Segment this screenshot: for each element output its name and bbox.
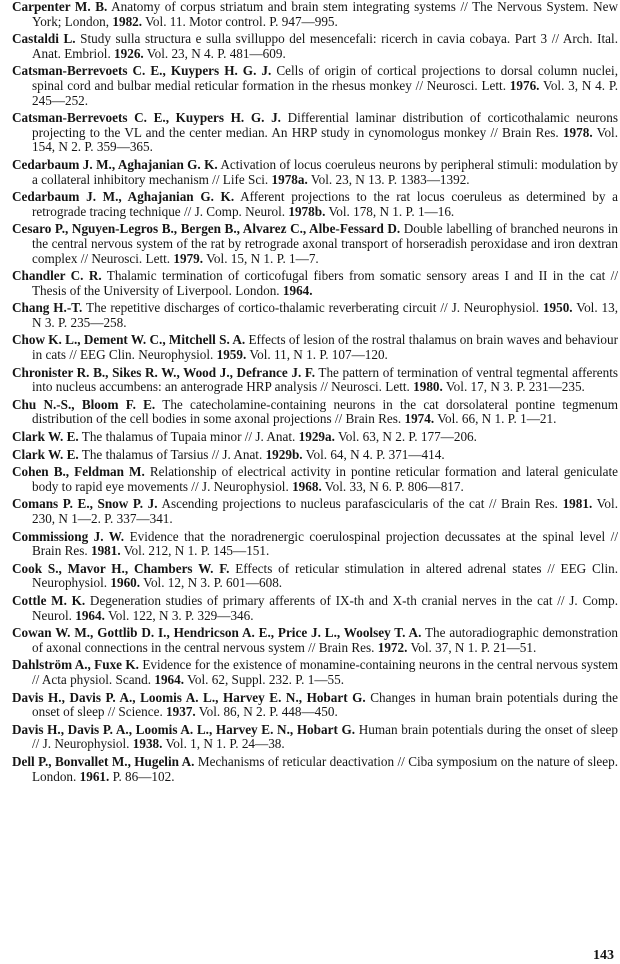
reference-entry bbox=[12, 626, 618, 655]
reference-text: Afferent projections to the rat locus coeruleus as determined by a retrograde tracing technique // J. Comp. Neurol. bbox=[32, 189, 618, 219]
reference-authors: Cedarbaum J. M., Aghajanian G. K. bbox=[12, 156, 218, 172]
reference-authors: Chandler C. R. bbox=[12, 268, 102, 284]
reference-text: Mechanisms of reticular deactivation // Ciba symposium on the nature of sleep. London. bbox=[32, 753, 618, 784]
reference-year: 1961. bbox=[79, 768, 110, 784]
reference-text: Cells of origin of cortical projections to dorsal column nuclei, spinal cord and bulbar medial reticular formation in the rhesus monkey // Neurosci. Lett. bbox=[32, 63, 618, 93]
reference-entry bbox=[12, 0, 618, 29]
reference-entry bbox=[12, 723, 618, 752]
reference-details: Vol. 178, N 1. P. 1—16. bbox=[328, 203, 455, 219]
reference-entry bbox=[12, 269, 618, 298]
reference-authors: Chow K. L., Dement W. C., Mitchell S. A. bbox=[12, 332, 246, 348]
reference-entry bbox=[12, 691, 618, 720]
reference-text: Effects of reticular stimulation in altered adrenal states // EEG Clin. Neurophysiol. bbox=[32, 560, 619, 591]
reference-authors: Chang H.-T. bbox=[12, 300, 83, 316]
reference-entry bbox=[12, 465, 618, 494]
reference-year: 1980. bbox=[413, 379, 443, 395]
reference-details: Vol. 1, N 1. P. 24—38. bbox=[165, 736, 285, 752]
reference-details: Vol. 122, N 3. P. 329—346. bbox=[107, 607, 254, 623]
reference-details: P. 86—102. bbox=[112, 768, 175, 784]
reference-details: Vol. 63, N 2. P. 177—206. bbox=[337, 429, 477, 445]
reference-details: Vol. 66, N 1. P. 1—21. bbox=[437, 411, 557, 427]
reference-authors: Clark W. E. bbox=[12, 429, 79, 445]
reference-entry bbox=[12, 222, 618, 266]
reference-entry bbox=[12, 32, 618, 61]
reference-text: Activation of locus coeruleus neurons by peripheral stimuli: modulation by a collateral inhibitory mechanism // Life Sci. bbox=[32, 156, 618, 187]
reference-details: Vol. 62, Suppl. 232. P. 1—55. bbox=[187, 671, 345, 687]
reference-text: Differential laminar distribution of corticothalamic neurons projecting to the VL and the center median. An HRP study in cynomologus monkey // Brain Res. bbox=[32, 110, 618, 140]
reference-entry bbox=[12, 497, 618, 526]
reference-year: 1972. bbox=[377, 639, 408, 655]
reference-text: The catecholamine-containing neurons in the cat dorsolateral pontine tegmenum distribution of the cell bodies in some axonal projections // Brain Res. bbox=[32, 396, 618, 427]
reference-details: Vol. 230, N 1—2. P. 337—341. bbox=[32, 496, 618, 526]
reference-text: The autoradiographic demonstration of axonal connections in the central nervous system // Brain Res. bbox=[32, 625, 619, 655]
reference-text: The repetitive discharges of cortico-thalamic reverberating circuit // J. Neurophysiol. bbox=[86, 300, 540, 316]
reference-details: Vol. 3, N 4. P. 245—252. bbox=[32, 77, 619, 108]
reference-year: 1960. bbox=[110, 575, 141, 591]
reference-year: 1959. bbox=[216, 347, 247, 363]
reference-year: 1978. bbox=[562, 124, 593, 140]
reference-authors: Davis H., Davis P. A., Loomis A. L., Harvey E. N., Hobart G. bbox=[12, 721, 356, 737]
reference-entry bbox=[12, 594, 618, 623]
reference-authors: Cesaro P., Nguyen-Legros B., Bergen B., Alvarez C., Albe-Fessard D. bbox=[12, 221, 401, 237]
reference-details: Vol. 37, N 1. P. 21—51. bbox=[410, 639, 537, 655]
reference-authors: Davis H., Davis P. A., Loomis A. L., Harvey E. N., Hobart G. bbox=[12, 689, 366, 705]
reference-authors: Catsman-Berrevoets C. E., Kuypers H. G. J. bbox=[12, 63, 272, 79]
reference-year: 1978b. bbox=[288, 203, 326, 219]
reference-authors: Clark W. E. bbox=[12, 446, 79, 462]
reference-entry bbox=[12, 658, 618, 687]
reference-entry bbox=[12, 64, 618, 108]
reference-text: Effects of lesion of the rostral thalamus on brain waves and behaviour in cats // EEG Clin. Neurophysiol. bbox=[32, 332, 619, 363]
reference-year: 1968. bbox=[292, 478, 322, 494]
reference-authors: Dell P., Bonvallet M., Hugelin A. bbox=[12, 753, 195, 769]
reference-entry bbox=[12, 366, 618, 395]
reference-details: Vol. 86, N 2. P. 448—450. bbox=[198, 704, 338, 720]
reference-year: 1981. bbox=[90, 543, 121, 559]
reference-details: Vol. 17, N 3. P. 231—235. bbox=[445, 379, 585, 395]
reference-text: Double labelling of branched neurons in the central nervous system of the rat by retrograde axonal transport of horseradish peroxidase and iron dextran complex // Neurosci. Lett. bbox=[32, 221, 618, 266]
reference-year: 1976. bbox=[509, 77, 540, 93]
reference-entry bbox=[12, 190, 618, 219]
reference-authors: Cottle M. K. bbox=[12, 592, 86, 608]
reference-text: Thalamic termination of corticofugal fibers from somatic sensory areas I and II in the cat // Thesis of the University of Liverpool. London. bbox=[32, 268, 618, 298]
reference-text: Relationship of electrical activity in pontine reticular formation and lateral geniculate body to rapid eye movements // J. Neurophysiol. bbox=[32, 464, 619, 494]
reference-text: Evidence that the noradrenergic coerulospinal projection decussates at the spinal level // Brain Res. bbox=[32, 528, 619, 559]
reference-year: 1964. bbox=[154, 671, 185, 687]
page-number: 143 bbox=[593, 948, 614, 963]
reference-year: 1929b. bbox=[265, 446, 303, 462]
reference-details: Vol. 13, N 3. P. 235—258. bbox=[32, 300, 619, 330]
reference-details: Vol. 23, N 13. P. 1383—1392. bbox=[310, 171, 470, 187]
reference-entry bbox=[12, 430, 618, 445]
reference-year: 1937. bbox=[166, 704, 196, 720]
reference-entry bbox=[12, 111, 618, 155]
reference-authors: Chu N.-S., Bloom F. E. bbox=[12, 396, 156, 412]
reference-entry bbox=[12, 301, 618, 330]
reference-year: 1982. bbox=[112, 13, 143, 29]
reference-authors: Cook S., Mavor H., Chambers W. F. bbox=[12, 560, 230, 576]
reference-entry bbox=[12, 562, 618, 591]
reference-details: Vol. 11, N 1. P. 107—120. bbox=[249, 347, 388, 363]
reference-authors: Dahlström A., Fuxe K. bbox=[12, 657, 139, 673]
reference-year: 1950. bbox=[542, 300, 573, 316]
reference-entry bbox=[12, 158, 618, 187]
reference-details: Vol. 23, N 4. P. 481—609. bbox=[146, 45, 286, 61]
reference-year: 1964. bbox=[282, 282, 313, 298]
reference-authors: Chronister R. B., Sikes R. W., Wood J., Defrance J. F. bbox=[12, 364, 316, 380]
reference-details: Vol. 33, N 6. P. 806—817. bbox=[324, 478, 464, 494]
reference-year: 1974. bbox=[404, 411, 435, 427]
reference-authors: Castaldi L. bbox=[12, 31, 76, 47]
reference-text: The pattern of termination of ventral tegmental afferents into nucleus accumbens: an anterograde HRP analysis // Neurosci. Lett. bbox=[32, 364, 619, 395]
reference-authors: Catsman-Berrevoets C. E., Kuypers H. G. J. bbox=[12, 110, 281, 126]
reference-year: 1964. bbox=[75, 607, 105, 623]
reference-year: 1978a. bbox=[271, 171, 308, 187]
reference-details: Vol. 64, N 4. P. 371—414. bbox=[305, 446, 445, 462]
reference-details: Vol. 154, N 2. P. 359—365. bbox=[32, 124, 619, 155]
reference-text: Changes in human brain potentials during the onset of sleep // Science. bbox=[32, 689, 618, 720]
reference-details: Vol. 212, N 1. P. 145—151. bbox=[123, 543, 270, 559]
reference-entry bbox=[12, 333, 618, 362]
reference-authors: Comans P. E., Snow P. J. bbox=[12, 496, 158, 512]
reference-text: Degeneration studies of primary afferents of IX-th and X-th cranial nerves in the cat // J. Comp. Neurol. bbox=[32, 592, 618, 623]
reference-entry bbox=[12, 755, 618, 784]
reference-text: Study sulla structura e sulla svilluppo del mesencefali: ricerch in cavia cobaya. Part 3 // Arch. Ital. Anat. Embriol. bbox=[32, 31, 618, 61]
reference-entry bbox=[12, 448, 618, 463]
reference-text: The thalamus of Tarsius // J. Anat. bbox=[81, 446, 263, 462]
reference-authors: Carpenter M. B. bbox=[12, 0, 108, 14]
reference-year: 1979. bbox=[173, 250, 204, 266]
reference-authors: Cohen B., Feldman M. bbox=[12, 464, 145, 480]
reference-details: Vol. 12, N 3. P. 601—608. bbox=[143, 575, 283, 591]
reference-authors: Cowan W. M., Gottlib D. I., Hendricson A. E., Price J. L., Woolsey T. A. bbox=[12, 625, 422, 641]
reference-text: Anatomy of corpus striatum and brain stem integrating systems // The Nervous System. New York; London, bbox=[32, 0, 618, 29]
reference-text: Human brain potentials during the onset of sleep // J. Neurophysiol. bbox=[32, 721, 619, 752]
reference-entry bbox=[12, 398, 618, 427]
reference-year: 1926. bbox=[114, 45, 144, 61]
reference-text: Ascending projections to nucleus parafascicularis of the cat // Brain Res. bbox=[161, 496, 558, 512]
reference-year: 1981. bbox=[562, 496, 593, 512]
reference-text: Evidence for the existence of monamine-containing neurons in the central nervous system // Acta physiol. Scand. bbox=[32, 657, 619, 687]
reference-year: 1938. bbox=[132, 736, 163, 752]
reference-text: The thalamus of Tupaia minor // J. Anat. bbox=[81, 429, 296, 445]
reference-details: Vol. 11. Motor control. P. 947—995. bbox=[145, 13, 338, 29]
reference-year: 1929a. bbox=[298, 429, 335, 445]
reference-details: Vol. 15, N 1. P. 1—7. bbox=[206, 250, 319, 266]
reference-list bbox=[12, 0, 618, 787]
reference-authors: Commissiong J. W. bbox=[12, 528, 125, 544]
reference-entry bbox=[12, 530, 618, 559]
reference-authors: Cedarbaum J. M., Aghajanian G. K. bbox=[12, 189, 235, 205]
